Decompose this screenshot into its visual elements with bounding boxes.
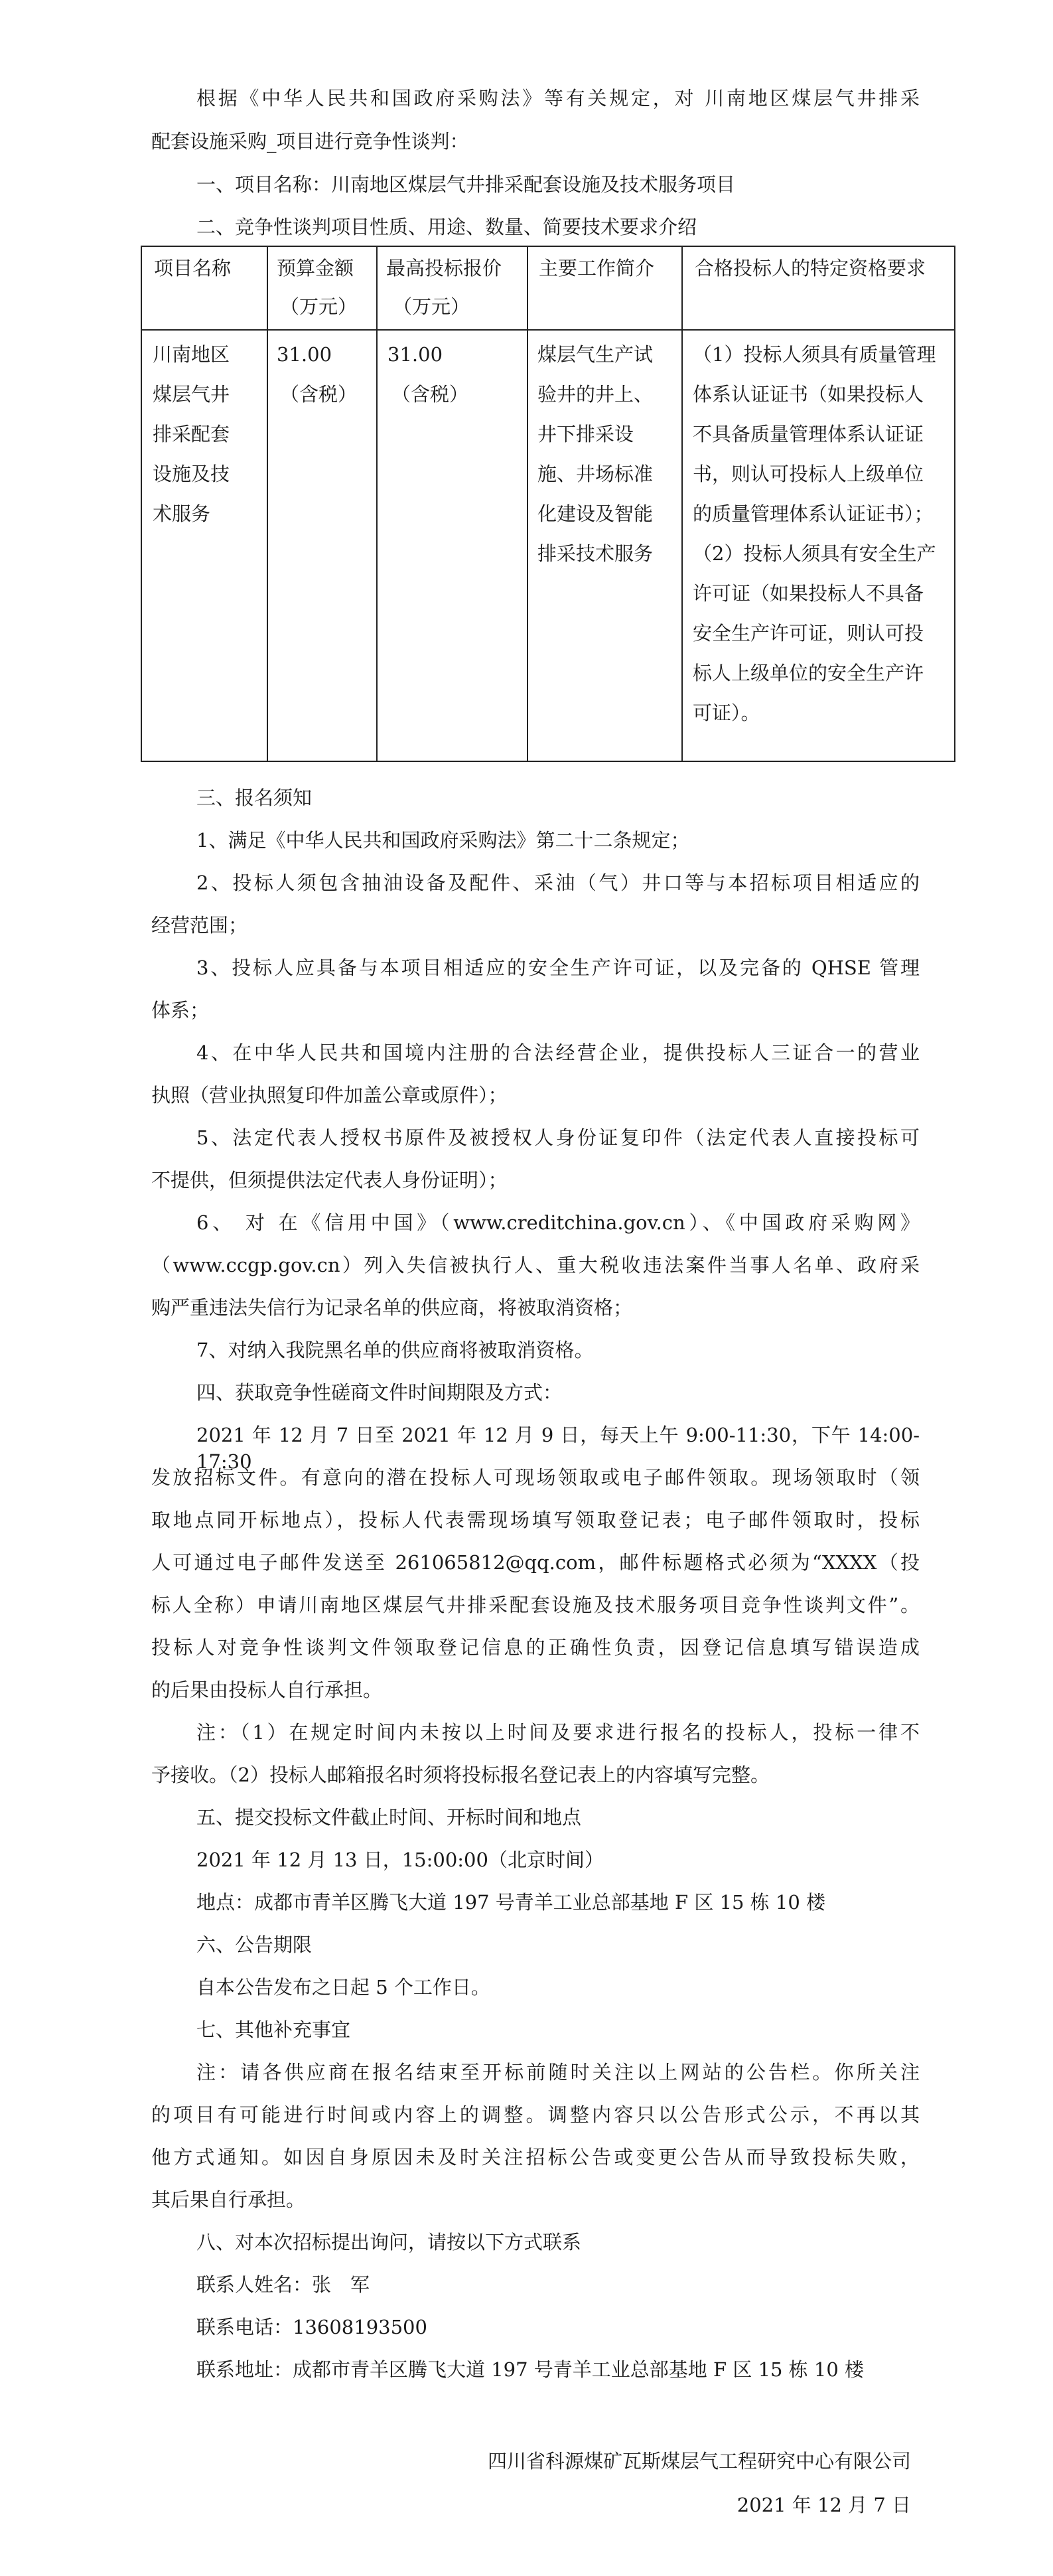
item-line: 不提供，但须提供法定代表人身份证明）；: [151, 1169, 508, 1191]
row-qual-line: 体系认证证书（如果投标人: [693, 383, 924, 406]
section-4-line: 投标人对竞争性谈判文件领取登记信息的正确性负责，因登记信息填写错误造成: [151, 1636, 920, 1659]
item-line: 7、对纳入我院黑名单的供应商将被取消资格。: [196, 1339, 594, 1361]
signature-date: 2021 年 12 月 7 日: [737, 2494, 911, 2516]
row-qual-line: 不具备质量管理体系认证证: [693, 423, 924, 445]
item-line: 3、投标人应具备与本项目相适应的安全生产许可证，以及完备的 QHSE 管理: [196, 956, 920, 979]
item-line: 4、在中华人民共和国境内注册的合法经营企业，提供投标人三证合一的营业: [196, 1041, 920, 1064]
section-4-line: 标人全称）申请川南地区煤层气井排采配套设施及技术服务项目竞争性谈判文件”。: [151, 1594, 920, 1616]
row-work-line: 施、井场标准: [537, 463, 654, 485]
section-4-line: 取地点同开标地点），投标人代表需现场填写领取登记表；电子邮件领取时，投标: [151, 1509, 920, 1531]
row-qual-line: 安全生产许可证，则认可投: [693, 622, 924, 644]
row-name-line: 川南地区: [153, 343, 230, 366]
row-max-value: 31.00: [387, 343, 443, 366]
row-name-line: 煤层气井: [153, 383, 230, 406]
notice-period: 自本公告发布之日起 5 个工作日。: [196, 1976, 490, 1999]
section-4-note: 予接收。（2）投标人邮箱报名时须将投标报名登记表上的内容填写完整。: [151, 1764, 770, 1786]
row-name-line: 排采配套: [153, 423, 230, 445]
section-4-line: 人可通过电子邮件发送至 261065812@qq.com，邮件标题格式必须为“XXXX（投: [151, 1551, 920, 1574]
section-7-heading: 七、其他补充事宜: [196, 2018, 351, 2041]
header-budget-line2: （万元）: [280, 295, 358, 318]
section-4-note: 注：（1）在规定时间内未按以上时间及要求进行报名的投标人，投标一律不: [196, 1721, 920, 1744]
item-line: 购严重违法失信行为记录名单的供应商，将被取消资格；: [151, 1296, 633, 1319]
section-7-line: 的项目有可能进行时间或内容上的调整。调整内容只以公告形式公示，不再以其: [151, 2103, 920, 2126]
row-qual-line: （2）投标人须具有安全生产: [693, 542, 936, 565]
row-work-line: 验井的井上、: [537, 383, 654, 406]
section-1-heading: 一、项目名称：川南地区煤层气井排采配套设施及技术服务项目: [196, 173, 736, 196]
header-max-price-line2: （万元）: [393, 295, 470, 318]
section-7-line: 他方式通知。如因自身原因未及时关注招标公告或变更公告从而导致投标失败，: [151, 2146, 920, 2168]
row-qual-line: 许可证（如果投标人不具备: [693, 582, 924, 605]
item-line: 1、满足《中华人民共和国政府采购法》第二十二条规定；: [196, 829, 690, 852]
deadline-time: 2021 年 12 月 13 日，15:00:00（北京时间）: [196, 1849, 604, 1871]
contact-name: 联系人姓名：张 军: [196, 2273, 370, 2296]
row-qual-line: （1）投标人须具有质量管理: [693, 343, 936, 366]
contact-phone: 联系电话：13608193500: [196, 2316, 427, 2338]
row-qual-line: 的质量管理体系认证证书）；: [693, 502, 934, 525]
row-work-line: 排采技术服务: [537, 542, 654, 565]
row-qual-line: 标人上级单位的安全生产许: [693, 662, 924, 684]
header-max-price-line1: 最高投标报价: [386, 257, 502, 279]
item-line: 2、投标人须包含抽油设备及配件、采油（气）井口等与本招标项目相适应的: [196, 871, 920, 894]
row-name-line: 设施及技: [153, 463, 230, 485]
row-work-line: 煤层气生产试: [537, 343, 654, 366]
item-line: 经营范围；: [151, 914, 248, 937]
row-work-line: 井下排采设: [537, 423, 634, 445]
header-budget-line1: 预算金额: [277, 257, 354, 279]
header-work-summary: 主要工作简介: [539, 257, 655, 279]
section-4-line: 发放招标文件。有意向的潜在投标人可现场领取或电子邮件领取。现场领取时（领: [151, 1466, 920, 1489]
row-name-line: 术服务: [153, 502, 211, 525]
section-4-line: 2021 年 12 月 7 日至 2021 年 12 月 9 日，每天上午 9:00-11:30，下午 14:00-17:30: [196, 1424, 920, 1473]
section-5-heading: 五、提交投标文件截止时间、开标时间和地点: [196, 1806, 582, 1829]
section-3-heading: 三、报名须知: [196, 787, 313, 809]
section-2-heading: 二、竞争性谈判项目性质、用途、数量、简要技术要求介绍: [196, 216, 697, 238]
item-line: 6、 对 在《信用中国》（www.creditchina.gov.cn）、《中国政府采购网》: [196, 1211, 920, 1234]
intro-line-1: 根据《中华人民共和国政府采购法》等有关规定，对 川南地区煤层气井排采: [196, 87, 920, 110]
intro-line-2: 配套设施采购_项目进行竞争性谈判：: [151, 130, 469, 153]
item-line: 体系；: [151, 999, 210, 1022]
header-project-name: 项目名称: [154, 257, 232, 279]
item-line: 执照（营业执照复印件加盖公章或原件）；: [151, 1084, 508, 1106]
row-qual-line: 书，则认可投标人上级单位: [693, 463, 924, 485]
contact-address: 联系地址：成都市青羊区腾飞大道 197 号青羊工业总部基地 F 区 15 栋 10 楼: [196, 2358, 865, 2381]
section-7-line: 注：请各供应商在报名结束至开标前随时关注以上网站的公告栏。你所关注: [196, 2061, 920, 2084]
signature-organization: 四川省科源煤矿瓦斯煤层气工程研究中心有限公司: [487, 2450, 911, 2472]
section-4-heading: 四、获取竞争性磋商文件时间期限及方式：: [196, 1381, 563, 1404]
item-line: （www.ccgp.gov.cn）列入失信被执行人、重大税收违法案件当事人名单、政府采: [151, 1254, 920, 1276]
requirements-table: [141, 246, 955, 762]
deadline-place: 地点：成都市青羊区腾飞大道 197 号青羊工业总部基地 F 区 15 栋 10 楼: [196, 1891, 826, 1914]
section-4-line: 的后果由投标人自行承担。: [151, 1679, 383, 1701]
header-qualification: 合格投标人的特定资格要求: [695, 257, 926, 279]
section-8-heading: 八、对本次招标提出询问，请按以下方式联系: [196, 2231, 582, 2253]
item-line: 5、法定代表人授权书原件及被授权人身份证复印件（法定代表人直接投标可: [196, 1126, 920, 1149]
row-qual-line: 可证）。: [693, 702, 760, 724]
row-work-line: 化建设及智能: [537, 502, 654, 525]
row-budget-value: 31.00: [277, 343, 332, 366]
row-budget-tax: （含税）: [280, 383, 358, 406]
section-6-heading: 六、公告期限: [196, 1933, 313, 1956]
section-7-line: 其后果自行承担。: [151, 2188, 306, 2211]
row-max-tax: （含税）: [391, 383, 469, 406]
